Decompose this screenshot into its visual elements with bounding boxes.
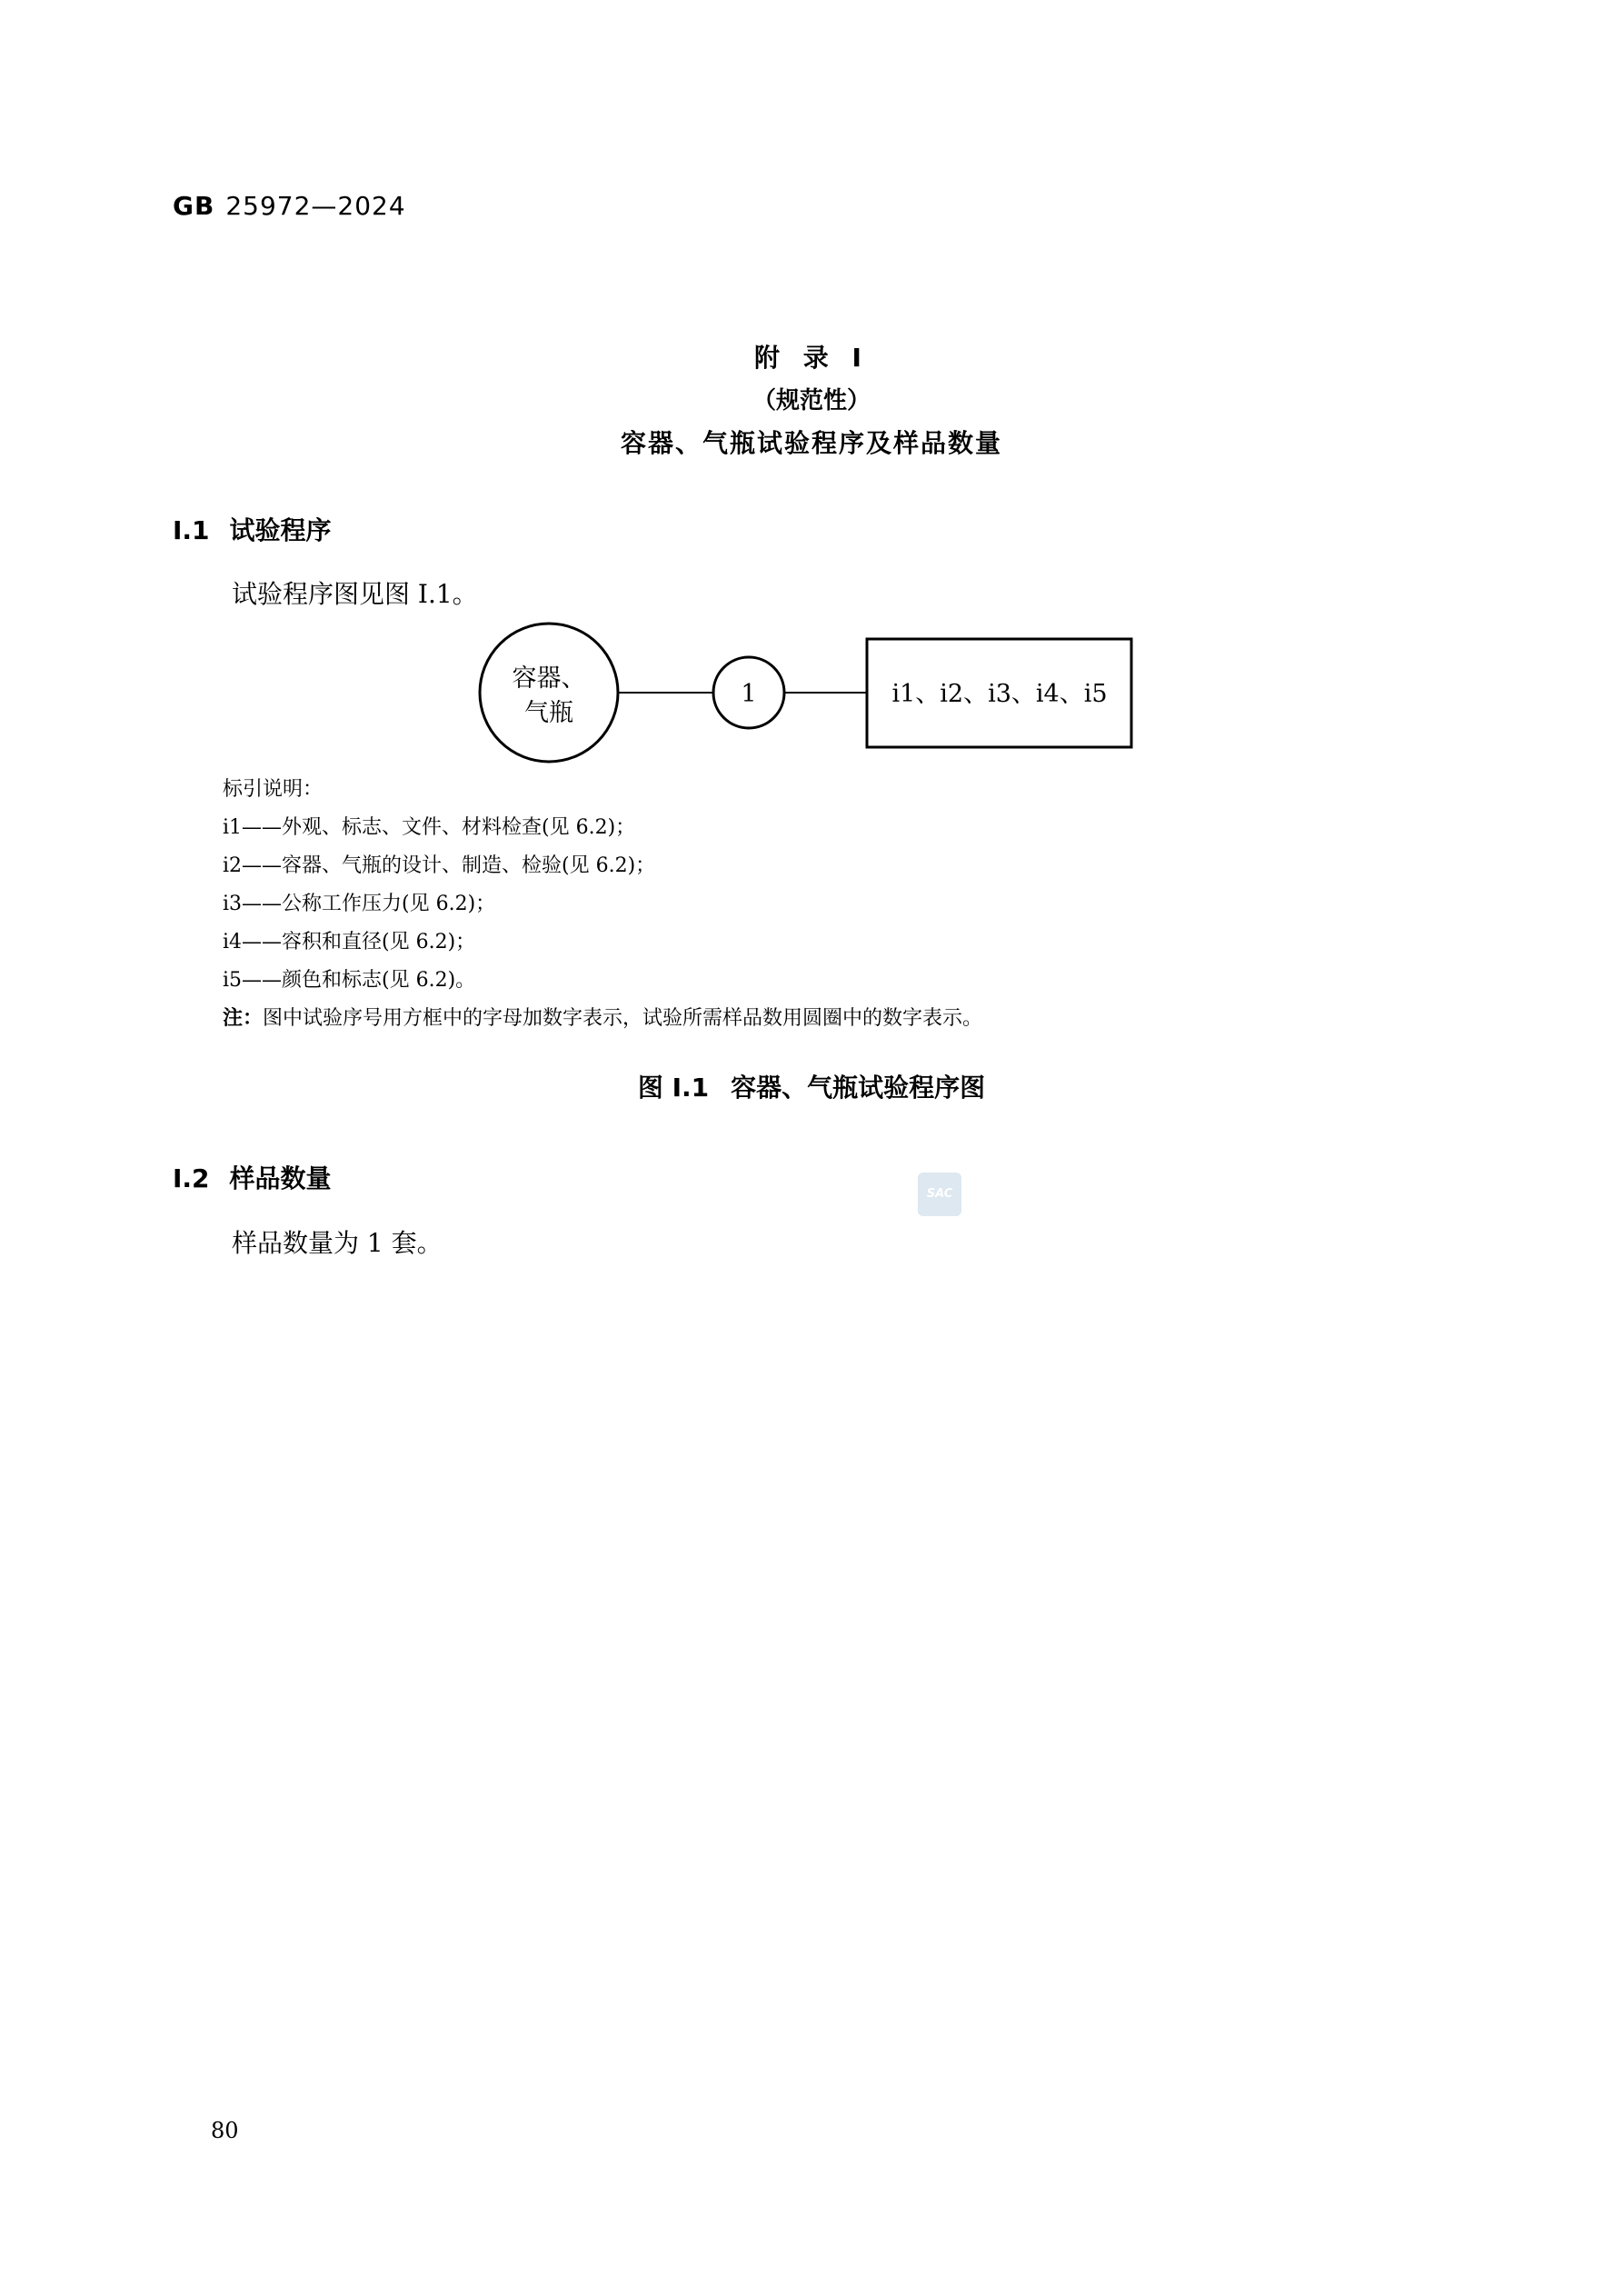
figure-caption-number: 图 I.1 (637, 1073, 710, 1103)
figure-note (223, 1000, 982, 1038)
section-1-title: 试验程序 (229, 515, 332, 545)
legend-item: i2——容器、气瓶的设计、制造、检验(见 6.2)； (223, 854, 656, 877)
sample-count-label: 1 (741, 680, 757, 708)
appendix-kind: （规范性） (752, 387, 871, 414)
section-2-number: I.2 (173, 1163, 210, 1193)
page-number: 80 (211, 2118, 239, 2143)
start-node-circle (480, 624, 618, 762)
legend-item: i5——颜色和标志(见 6.2)。 (223, 969, 476, 992)
note-label: 注： (223, 1007, 264, 1030)
appendix-name: 容器、气瓶试验程序及样品数量 (620, 428, 1002, 458)
figure-caption (0, 1068, 1623, 1104)
section-2-title: 样品数量 (229, 1163, 332, 1193)
figure-legend (223, 771, 982, 1038)
section-1-heading (173, 511, 332, 547)
sac-watermark-logo: SAC (918, 1173, 961, 1216)
tests-box-label: i1、i2、i3、i4、i5 (891, 680, 1108, 708)
legend-item: i4——容积和直径(见 6.2)； (223, 931, 476, 953)
section-2-heading (173, 1159, 332, 1195)
test-procedure-diagram (473, 618, 1145, 773)
appendix-title: 附 录 I (754, 343, 869, 373)
start-node-label-line2: 气瓶 (524, 699, 573, 727)
standard-identifier (173, 191, 406, 221)
legend-title: 标引说明： (223, 778, 324, 801)
section-2-text: 样品数量为 1 套。 (232, 1228, 443, 1258)
standard-prefix: GB (173, 191, 215, 221)
note-text: 图中试验序号用方框中的字母加数字表示，试验所需样品数用圆圈中的数字表示。 (263, 1007, 983, 1030)
legend-item: i3——公称工作压力(见 6.2)； (223, 893, 496, 915)
standard-number: 25972—2024 (225, 191, 406, 221)
section-1-intro: 试验程序图见图 I.1。 (232, 579, 478, 609)
start-node-label-line1: 容器、 (512, 664, 586, 693)
section-1-number: I.1 (173, 515, 210, 545)
figure-caption-title: 容器、气瓶试验程序图 (731, 1073, 986, 1103)
legend-item: i1——外观、标志、文件、材料检查(见 6.2)； (223, 816, 636, 839)
